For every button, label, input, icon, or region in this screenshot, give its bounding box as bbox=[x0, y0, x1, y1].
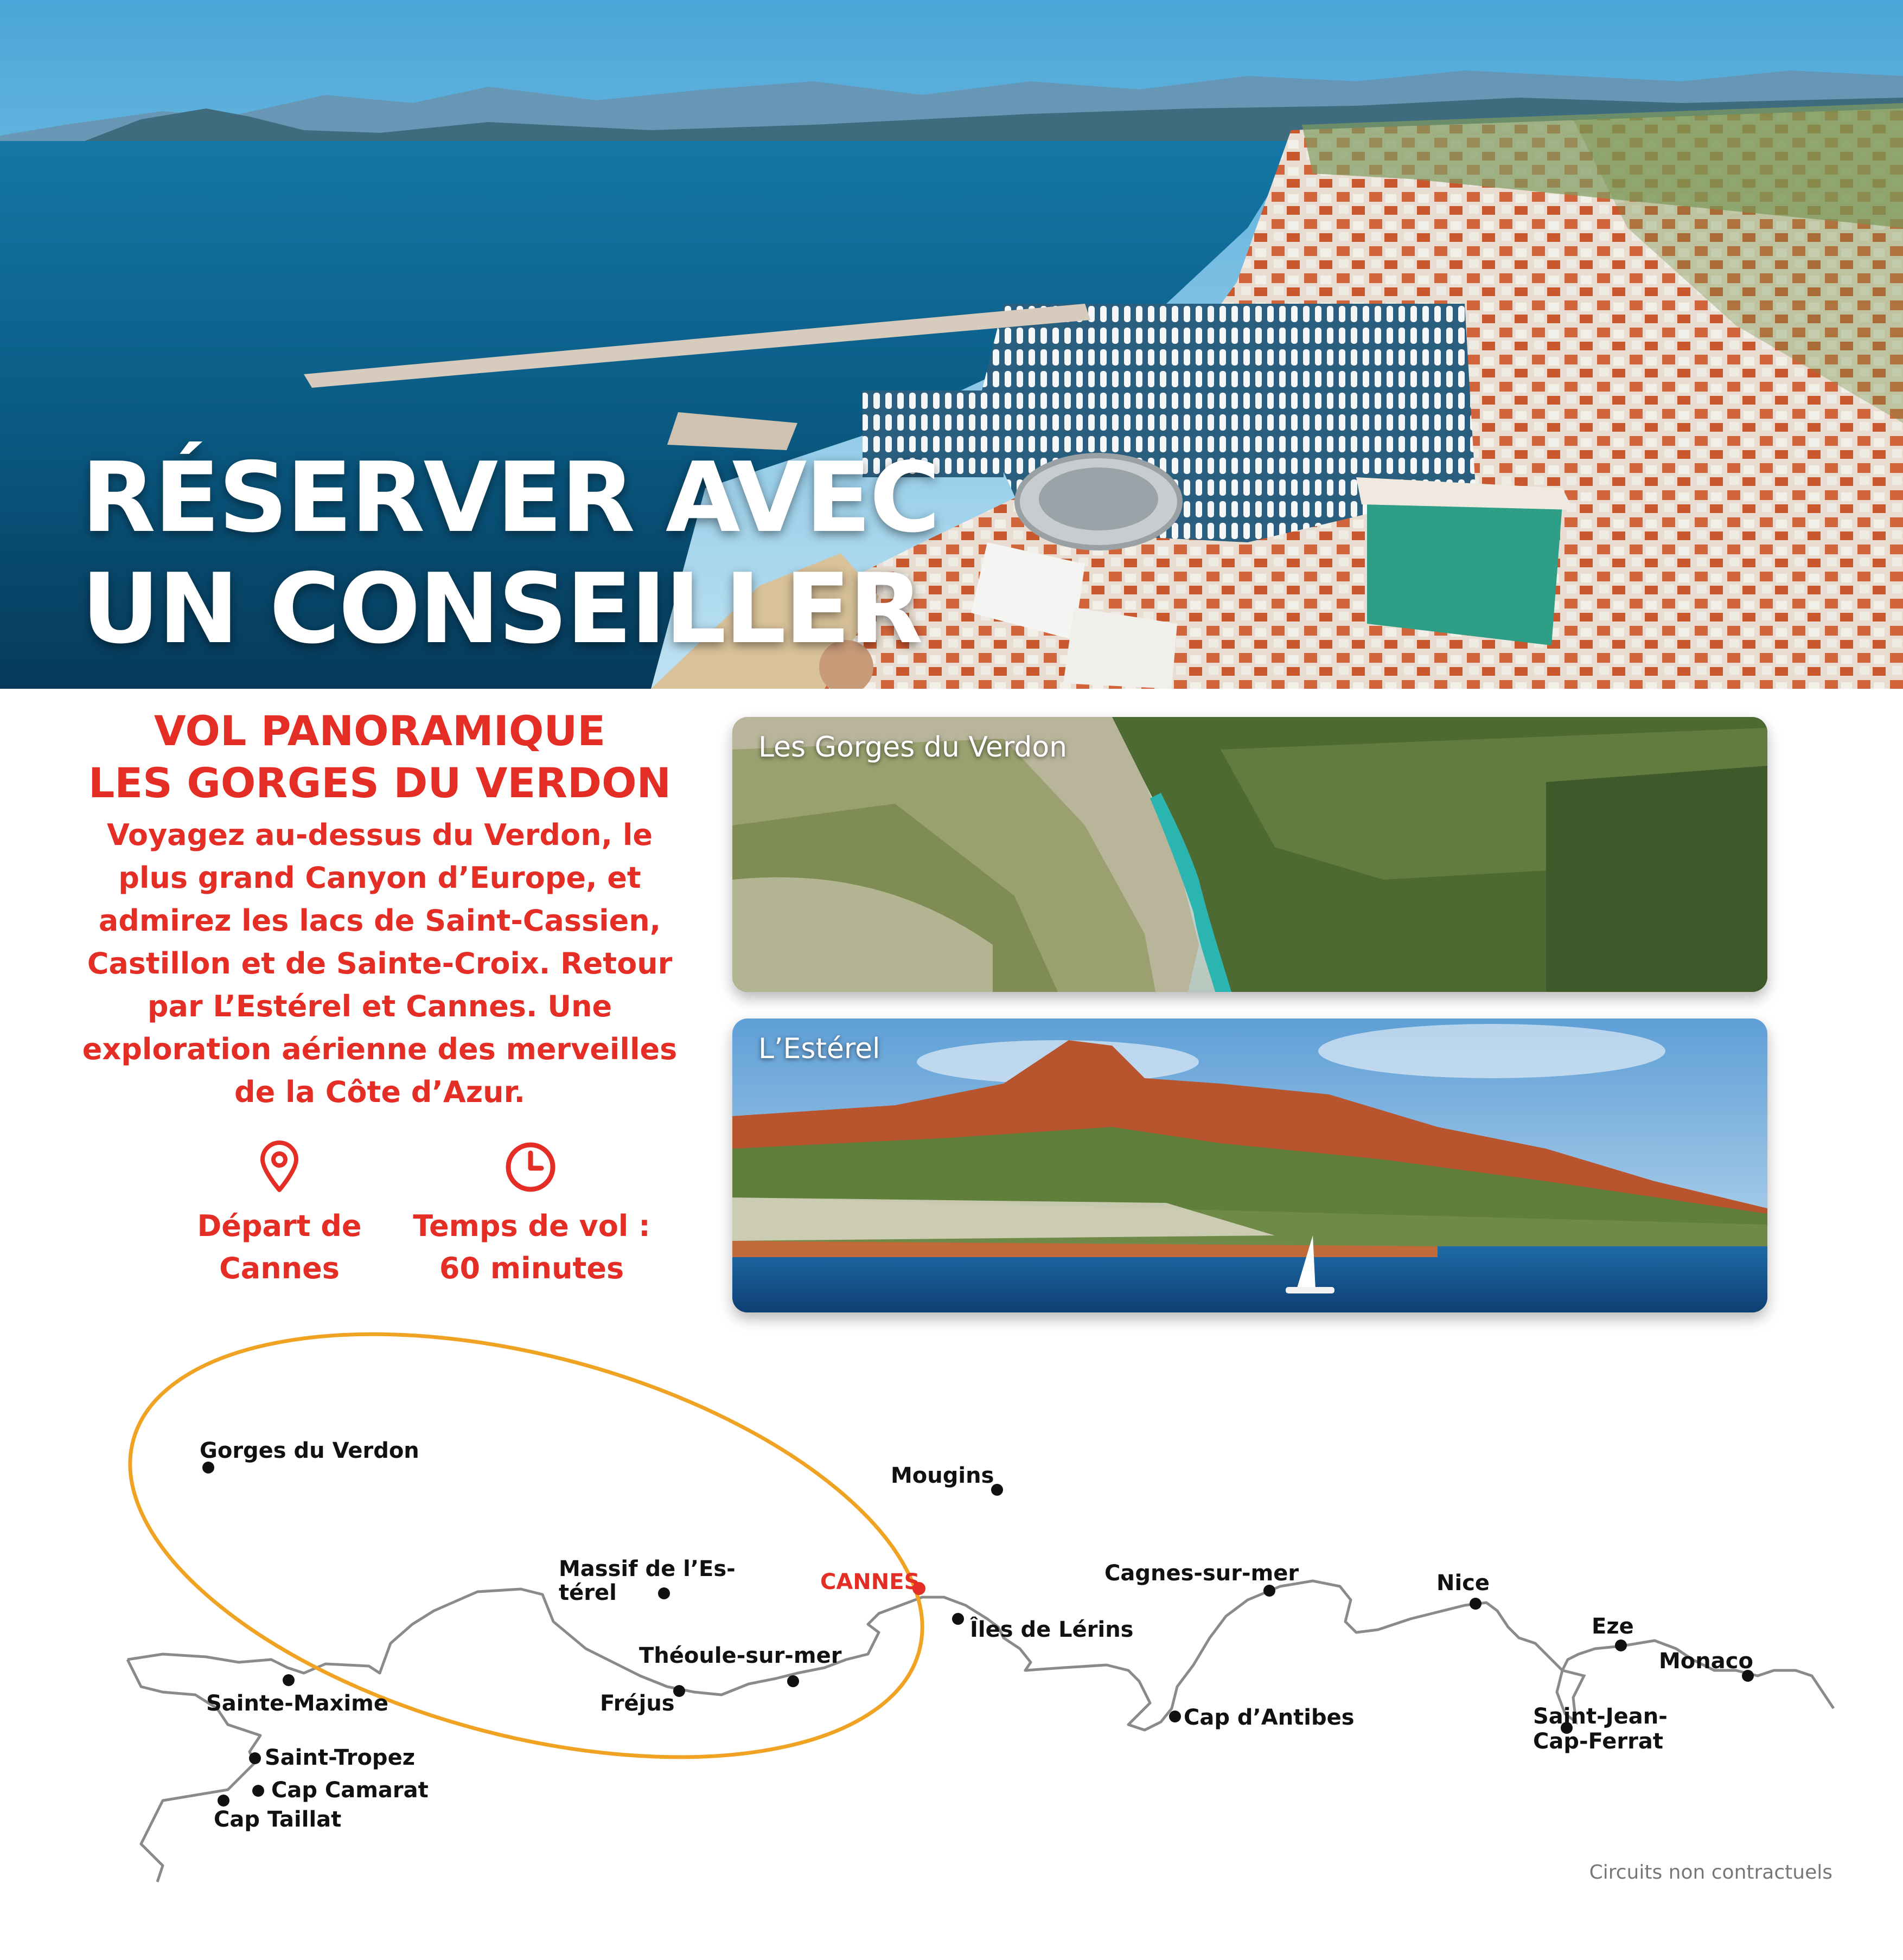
place-label-sainte-maxime: Sainte-Maxime bbox=[206, 1691, 388, 1716]
place-label-saint-jean-2: Cap-Ferrat bbox=[1533, 1729, 1663, 1754]
dot-nice bbox=[1470, 1598, 1481, 1610]
photo-card-esterel bbox=[732, 1019, 1767, 1312]
departure-line-1: Départ de bbox=[197, 1209, 362, 1243]
hero-title-line-1: RÉSERVER AVEC bbox=[81, 441, 939, 554]
dot-cap-camarat bbox=[252, 1785, 264, 1797]
photo-card-verdon bbox=[732, 717, 1767, 992]
place-label-cagnes-sur-mer: Cagnes-sur-mer bbox=[1104, 1561, 1299, 1586]
dot-saint-tropez bbox=[249, 1752, 261, 1764]
duration-line-1: Temps de vol : bbox=[413, 1209, 650, 1243]
place-label-cap-taillat: Cap Taillat bbox=[214, 1807, 342, 1832]
place-label-saint-tropez: Saint-Tropez bbox=[265, 1745, 415, 1770]
duration-line-2: 60 minutes bbox=[439, 1251, 624, 1285]
photo-label-esterel: L’Estérel bbox=[758, 1033, 880, 1065]
disclaimer-note: Circuits non contractuels bbox=[1589, 1861, 1832, 1884]
place-label-gorges-du-verdon: Gorges du Verdon bbox=[200, 1438, 419, 1463]
dot-frejus bbox=[673, 1685, 685, 1697]
clock-icon bbox=[503, 1140, 558, 1196]
esterel-photo bbox=[732, 1019, 1767, 1312]
description-line: admirez les lacs de Saint-Cassien, bbox=[98, 904, 661, 938]
place-label-cannes: CANNES bbox=[820, 1570, 920, 1594]
tour-title-line-2: LES GORGES DU VERDON bbox=[88, 759, 672, 807]
hero-banner bbox=[0, 0, 1903, 689]
place-label-monaco: Monaco bbox=[1659, 1649, 1753, 1674]
place-label-massif-esterel-1: Massif de l’Es- bbox=[559, 1557, 736, 1581]
hero-title-line-2: UN CONSEILLER bbox=[81, 553, 922, 665]
description-line: exploration aérienne des merveilles bbox=[82, 1032, 678, 1066]
place-label-eze: Eze bbox=[1592, 1614, 1634, 1639]
tour-title bbox=[81, 705, 678, 809]
dot-theoule bbox=[787, 1675, 799, 1687]
place-label-iles-de-lerins: Îles de Lérins bbox=[970, 1617, 1134, 1642]
description-line: Castillon et de Sainte-Croix. Retour bbox=[87, 946, 673, 981]
duration-info bbox=[401, 1205, 662, 1290]
dot-iles-lerins bbox=[952, 1613, 964, 1625]
description-line: par L’Estérel et Cannes. Une bbox=[147, 989, 612, 1023]
hero-title bbox=[81, 442, 939, 664]
dot-cap-antibes bbox=[1169, 1711, 1181, 1722]
place-label-massif-esterel-2: térel bbox=[559, 1580, 617, 1605]
location-pin-icon bbox=[255, 1139, 304, 1195]
dot-eze bbox=[1615, 1639, 1627, 1651]
place-label-cap-antibes: Cap d’Antibes bbox=[1184, 1705, 1355, 1730]
tour-title-line-1: VOL PANORAMIQUE bbox=[154, 707, 606, 755]
place-label-frejus: Fréjus bbox=[600, 1691, 675, 1716]
photo-label-verdon: Les Gorges du Verdon bbox=[758, 731, 1068, 764]
dot-cap-taillat bbox=[218, 1795, 229, 1807]
description-line: de la Côte d’Azur. bbox=[234, 1075, 526, 1109]
description-line: Voyagez au-dessus du Verdon, le bbox=[107, 818, 653, 852]
place-label-cap-camarat: Cap Camarat bbox=[271, 1778, 429, 1803]
tour-description bbox=[81, 814, 678, 1113]
place-label-mougins: Mougins bbox=[891, 1463, 994, 1488]
place-label-theoule-sur-mer: Théoule-sur-mer bbox=[639, 1643, 842, 1668]
dot-massif-esterel bbox=[658, 1587, 670, 1599]
departure-info bbox=[168, 1205, 391, 1290]
place-label-nice: Nice bbox=[1436, 1571, 1490, 1596]
place-label-saint-jean-1: Saint-Jean- bbox=[1533, 1704, 1668, 1729]
departure-line-2: Cannes bbox=[219, 1251, 340, 1285]
description-line: plus grand Canyon d’Europe, et bbox=[118, 861, 641, 895]
dot-sainte-maxime bbox=[283, 1674, 295, 1686]
